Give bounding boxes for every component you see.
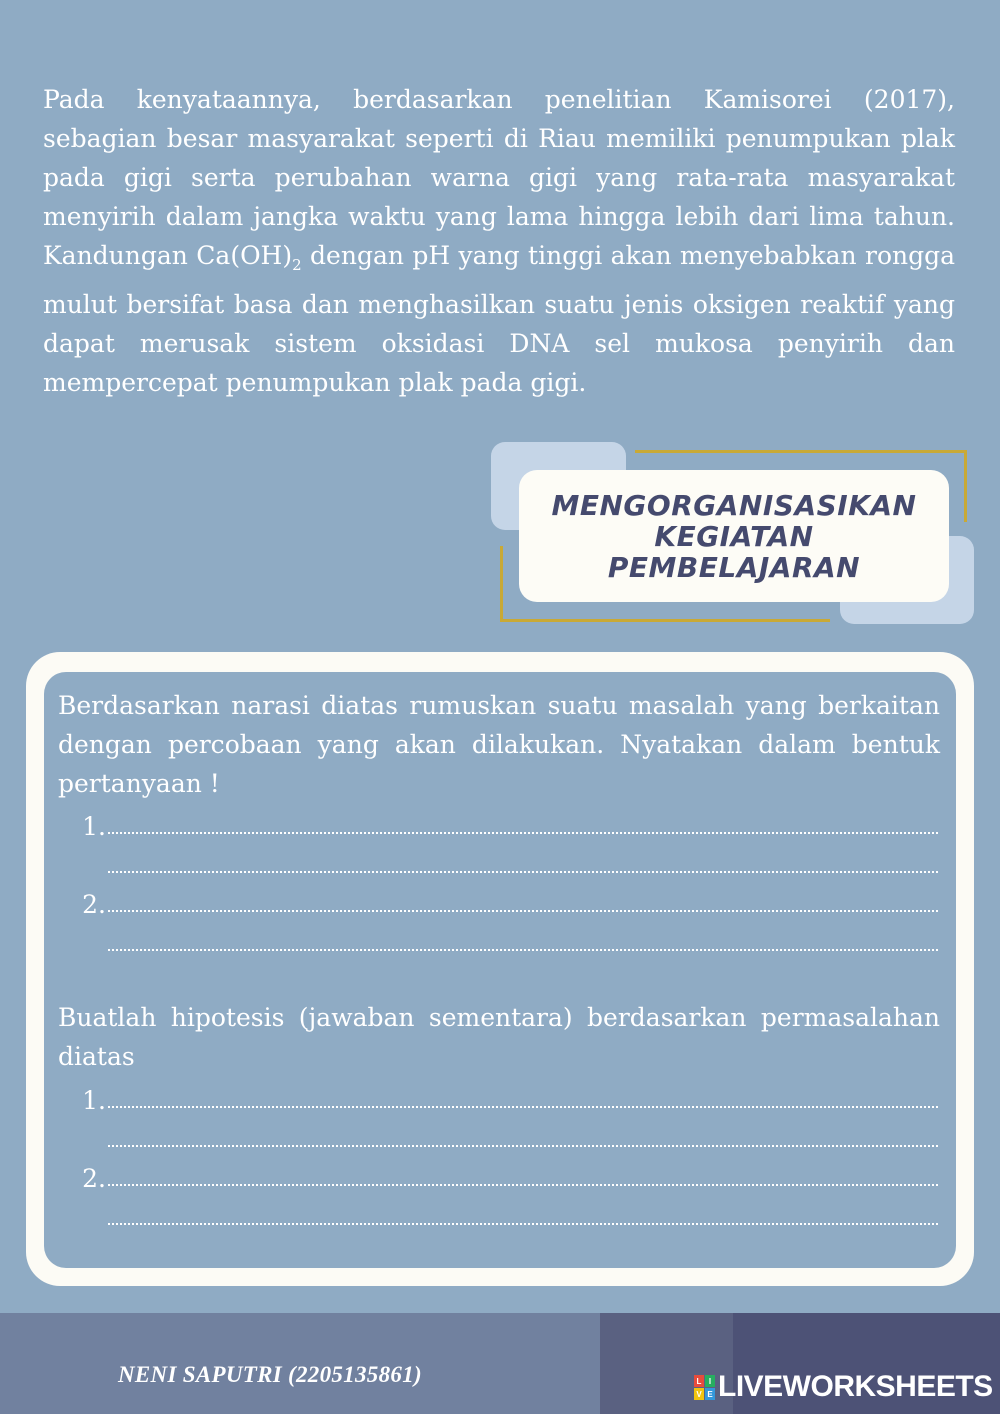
answer-line-continued[interactable] (58, 1194, 938, 1233)
answer-dotted-line[interactable] (108, 843, 938, 873)
answer-line[interactable] (58, 803, 938, 842)
liveworksheets-logo-icon (694, 1375, 714, 1399)
answer-dotted-line[interactable] (108, 1117, 938, 1147)
intro-text: Pada kenyataannya, berdasarkan penelitian Kamisorei (2017), sebagian besar masyarakat seperti di Riau memiliki penumpukan plak pada gigi serta perubahan warna gigi yang rata-rata masyarakat menyirih dalam jangka waktu yang lama hingga lebih dari lima tahun. Kandungan Ca(OH) (43, 85, 955, 270)
author-name: NENI SAPUTRI (2205135861) (118, 1362, 422, 1387)
task1-prompt: Berdasarkan narasi diatas rumuskan suatu masalah yang berkaitan dengan percobaan yang akan dilakukan. Nyatakan dalam bentuk pertanyaan ! (58, 691, 940, 798)
logo-cell: L (694, 1375, 704, 1387)
answer-line[interactable] (58, 881, 938, 920)
logo-cell: E (705, 1388, 715, 1400)
intro-paragraph (43, 80, 955, 402)
answer-dotted-line[interactable] (108, 1078, 938, 1108)
answer-number: 1. (82, 1086, 106, 1115)
section-heading-line: PEMBELAJARAN (607, 550, 861, 584)
section-heading-line: MENGORGANISASIKAN (551, 488, 917, 522)
answer-dotted-line[interactable] (108, 1195, 938, 1225)
logo-cell: V (694, 1388, 704, 1400)
task2-prompt: Buatlah hipotesis (jawaban sementara) berdasarkan permasalahan diatas (58, 1003, 940, 1071)
answer-line-continued[interactable] (58, 1116, 938, 1155)
logo-cell: I (705, 1375, 715, 1387)
answer-dotted-line[interactable] (108, 882, 938, 912)
section-heading-line: KEGIATAN (654, 519, 814, 553)
answer-dotted-line[interactable] (108, 804, 938, 834)
answer-number: 2. (82, 890, 106, 919)
intro-text-continued: dengan pH yang tinggi akan menyebabkan rongga mulut bersifat basa dan menghasilkan suatu jenis oksigen reaktif yang dapat merusak sistem oksidasi DNA sel mukosa penyirih dan mempercepat penumpukan plak pada gigi. (43, 241, 956, 397)
answer-dotted-line[interactable] (108, 921, 938, 951)
answer-line[interactable] (58, 1077, 938, 1116)
brand-name[interactable]: LIVEWORKSHEETS (718, 1370, 993, 1403)
answer-dotted-line[interactable] (108, 1156, 938, 1186)
answer-line-continued[interactable] (58, 920, 938, 959)
section-heading (519, 470, 949, 602)
answer-line-continued[interactable] (58, 842, 938, 881)
answer-line[interactable] (58, 1155, 938, 1194)
answer-number: 1. (82, 812, 106, 841)
intro-subscript: 2 (292, 256, 302, 274)
answer-number: 2. (82, 1164, 106, 1193)
